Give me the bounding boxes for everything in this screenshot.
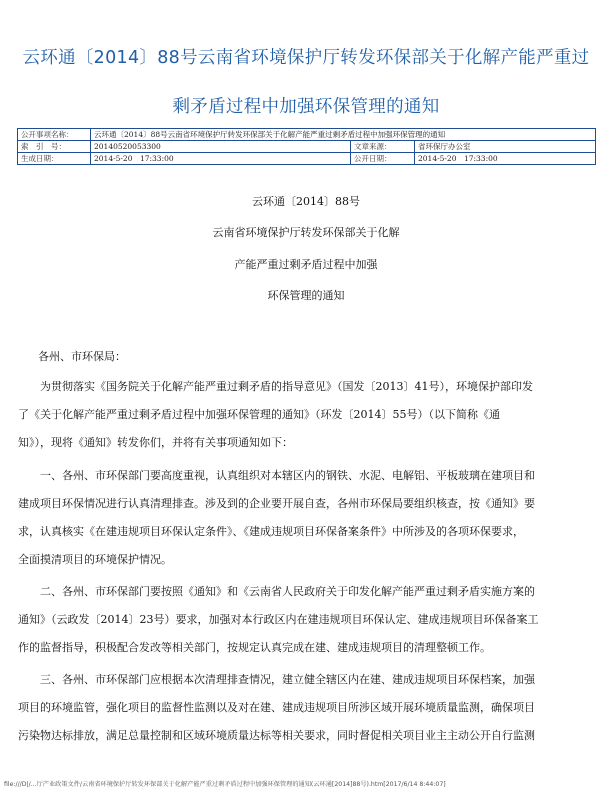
file-path-footer: file:///D|/...厅产业政策文件/云南省环境保护厅转发环保部关于化解产能严重过剩矛盾过程中加强环保管理的通知(云环通[2014]88号).htm[2017/6/14 8:44:07] <box>4 781 446 788</box>
item-name-value: 云环通〔2014〕88号云南省环境保护厅转发环保部关于化解产能严重过剩矛盾过程中加强环保管理的通知 <box>91 129 596 141</box>
paragraph-2-line-1: 一、各州、市环保部门要高度重视，认真组织对本辖区内的钢铁、水泥、电解铝、平板玻璃在建项目和 <box>18 469 535 482</box>
paragraph-2-line-2: 建成项目环保情况进行认真清理排查。涉及到的企业要开展自查，各州市环保局要组织核查，按《通知》要 <box>18 497 535 510</box>
doc-number: 云环通〔2014〕88号 <box>252 195 360 208</box>
document-title-line-1: 云环通〔2014〕88号云南省环境保护厅转发环保部关于化解产能严重过 <box>22 48 590 68</box>
paragraph-4-line-1: 三、各州、市环保部门应根据本次清理排查情况，建立健全辖区内在建、建成违规项目环保档案，加强 <box>18 673 535 686</box>
paragraph-2-line-3: 求，认真核实《在建违规项目环保认定条件》、《建成违规项目环保备案条件》中所涉及的各项环保要求， <box>18 525 524 538</box>
metadata-table <box>17 128 596 165</box>
metadata-row-name <box>18 129 596 141</box>
index-number-label: 索 引 号： <box>18 141 91 153</box>
document-title-line-2: 剩矛盾过程中加强环保管理的通知 <box>172 97 440 117</box>
paragraph-3-line-3: 作的监督指导，积极配合发改等相关部门，按规定认真完成在建、建成违规项目的清理整顿工作。 <box>18 641 491 654</box>
salutation: 各州、市环保局： <box>38 350 126 363</box>
publish-date-label: 公开日期： <box>351 153 415 165</box>
source-label: 文章来源： <box>351 141 415 153</box>
source-value: 省环保厅办公室 <box>415 141 596 153</box>
paragraph-1-line-3: 知》），现将《通知》转发你们，并将有关事项通知如下： <box>18 436 293 449</box>
metadata-row-index <box>18 141 596 153</box>
metadata-row-dates <box>18 153 596 165</box>
paragraph-3-line-1: 二、各州、市环保部门要按照《通知》和《云南省人民政府关于印发化解产能严重过剩矛盾实施方案的 <box>18 585 535 598</box>
paragraph-3-line-2: 通知》（云政发〔2014〕23号）要求，加强对本行政区内在建违规项目环保认定、建成违规项目环保备案工 <box>18 613 539 626</box>
doc-heading-line-1: 云南省环境保护厅转发环保部关于化解 <box>212 226 400 239</box>
paragraph-4-line-2: 项目的环境监管，强化项目的监督性监测以及对在建、建成违规项目所涉区域开展环境质量监测，确保项目 <box>18 701 535 714</box>
paragraph-2-line-4: 全面摸清项目的环境保护情况。 <box>18 553 172 566</box>
created-date-label: 生成日期： <box>18 153 91 165</box>
doc-heading-line-3: 环保管理的通知 <box>267 289 345 302</box>
paragraph-1-line-2: 了《关于化解产能严重过剩矛盾过程中加强环保管理的通知》（环发〔2014〕55号）（以下简称《通 <box>18 408 500 421</box>
index-number-value: 20140520053300 <box>91 141 351 153</box>
paragraph-1-line-1: 为贯彻落实《国务院关于化解产能严重过剩矛盾的指导意见》（国发〔2013〕41号），环境保护部印发 <box>18 380 533 393</box>
created-date-value: 2014-5-20 17:33:00 <box>91 153 351 165</box>
publish-date-value: 2014-5-20 17:33:00 <box>415 153 596 165</box>
paragraph-4-line-3: 污染物达标排放，满足总量控制和区域环境质量达标等相关要求，同时督促相关项目业主主动公开自行监测 <box>18 729 535 742</box>
item-name-label: 公开事项名称： <box>18 129 91 141</box>
doc-heading-line-2: 产能严重过剩矛盾过程中加强 <box>234 258 378 271</box>
